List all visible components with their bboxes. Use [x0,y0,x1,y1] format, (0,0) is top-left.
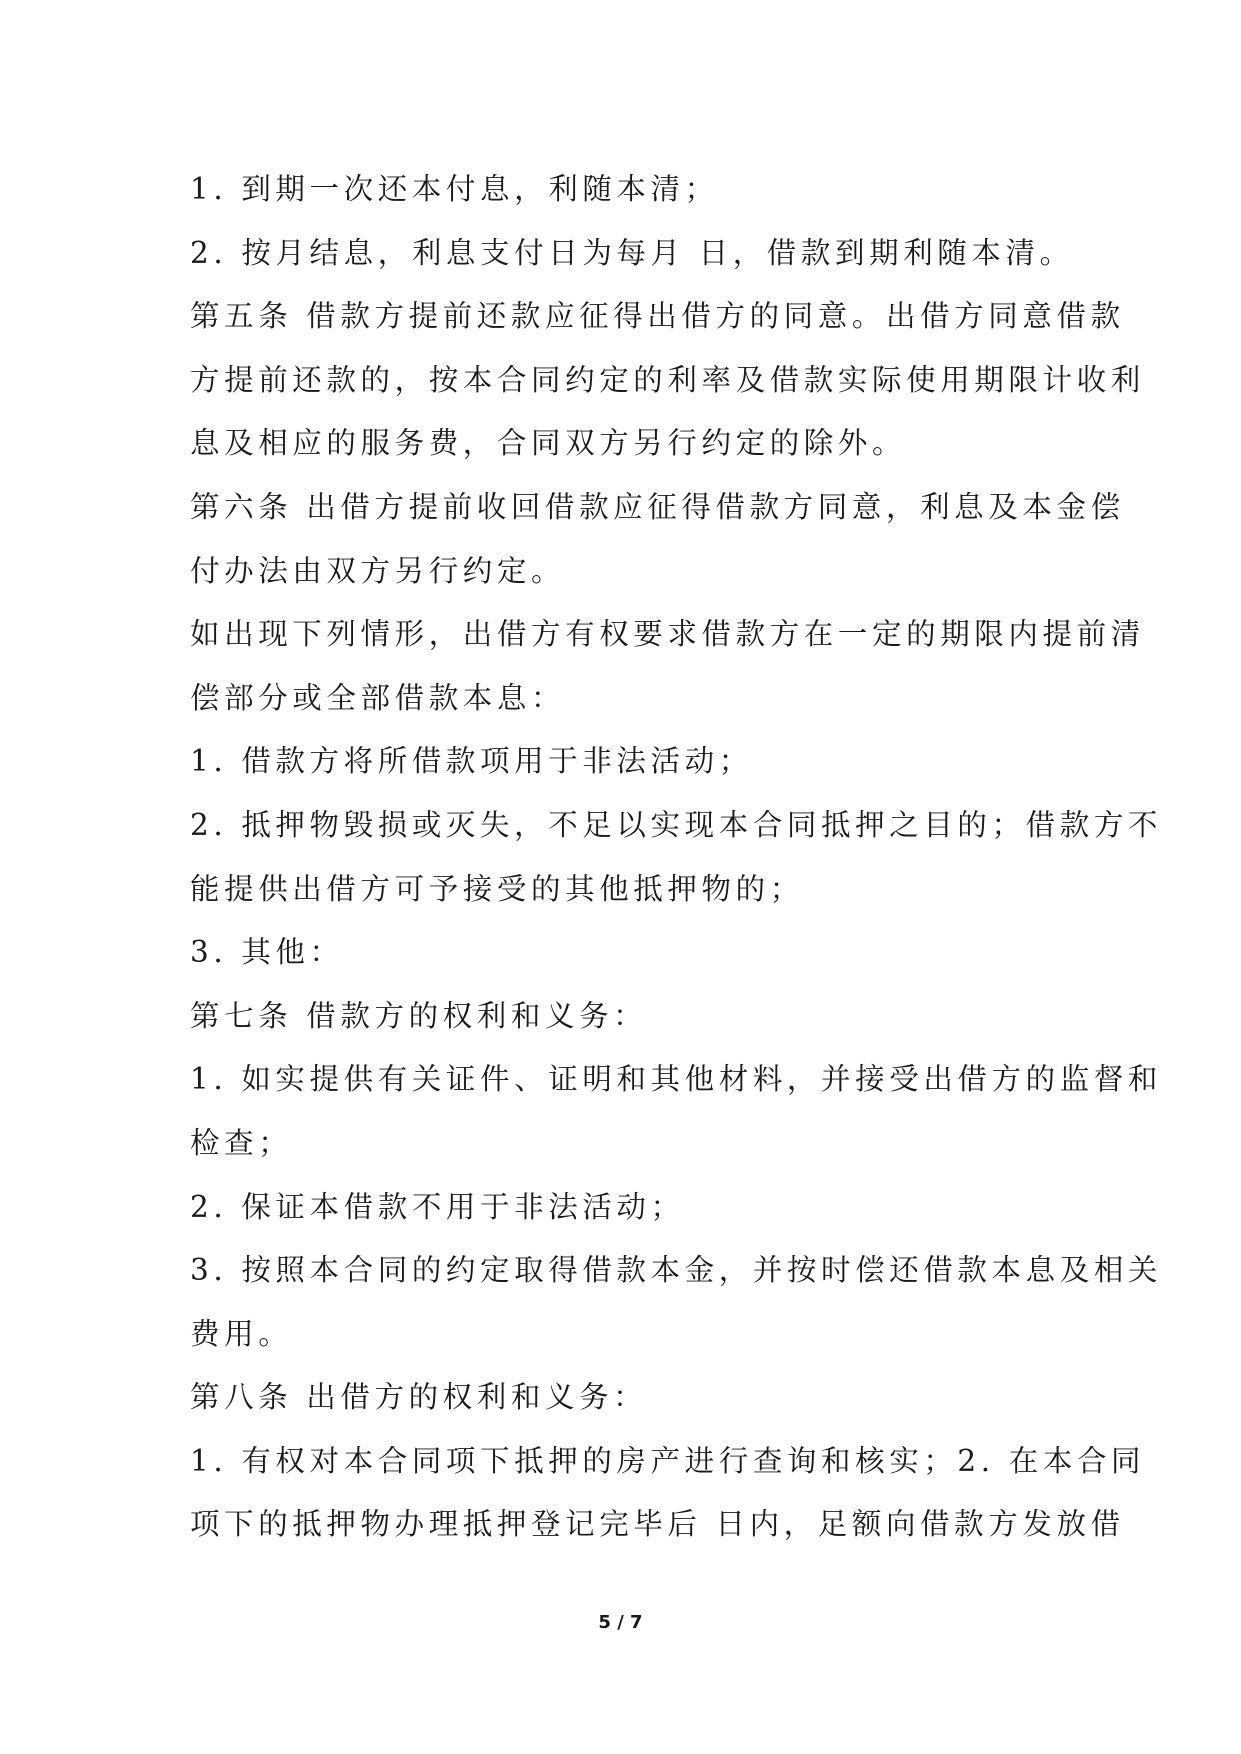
text-line: 费用。 [190,1316,293,1351]
text-line: 1. 借款方将所借款项用于非法活动； [190,744,753,779]
text-line: 偿部分或全部借款本息： [190,680,566,715]
text-line: 2. 抵押物毁损或灭失，不足以实现本合同抵押之目的；借款方不 [190,807,1163,842]
text-line: 3. 按照本合同的约定取得借款本金，并按时偿还借款本息及相关 [190,1253,1163,1288]
text-line: 项下的抵押物办理抵押登记完毕后 日内，足额向借款方发放借 [190,1507,1125,1542]
text-line: 第六条 出借方提前收回借款应征得借款方同意，利息及本金偿 [190,489,1125,524]
text-line: 1. 如实提供有关证件、证明和其他材料，并接受出借方的监督和 [190,1062,1163,1097]
text-line: 3. 其他： [190,935,344,970]
text-line: 2. 保证本借款不用于非法活动； [190,1189,685,1224]
text-line: 能提供出借方可予接受的其他抵押物的； [190,871,804,906]
text-line: 第五条 借款方提前还款应征得出借方的同意。出借方同意借款 [190,299,1125,334]
text-line: 息及相应的服务费，合同双方另行约定的除外。 [190,426,907,461]
text-line: 1. 到期一次还本付息，利随本清； [190,172,719,206]
text-line: 检查； [190,1125,293,1160]
document-body [190,158,1163,1557]
text-line: 1. 有权对本合同项下抵押的房产进行查询和核实；2. 在本合同 [190,1443,1146,1478]
text-line: 付办法由双方另行约定。 [190,553,566,588]
text-line: 如出现下列情形，出借方有权要求借款方在一定的期限内提前清 [190,617,1145,652]
text-line: 第八条 出借方的权利和义务： [190,1380,648,1415]
text-line: 方提前还款的，按本合同约定的利率及借款实际使用期限计收利 [190,362,1145,397]
text-line: 第七条 借款方的权利和义务： [190,998,648,1033]
page-number: 5 / 7 [598,1612,643,1633]
text-line: 2. 按月结息，利息支付日为每月 日，借款到期利随本清。 [190,235,1074,270]
